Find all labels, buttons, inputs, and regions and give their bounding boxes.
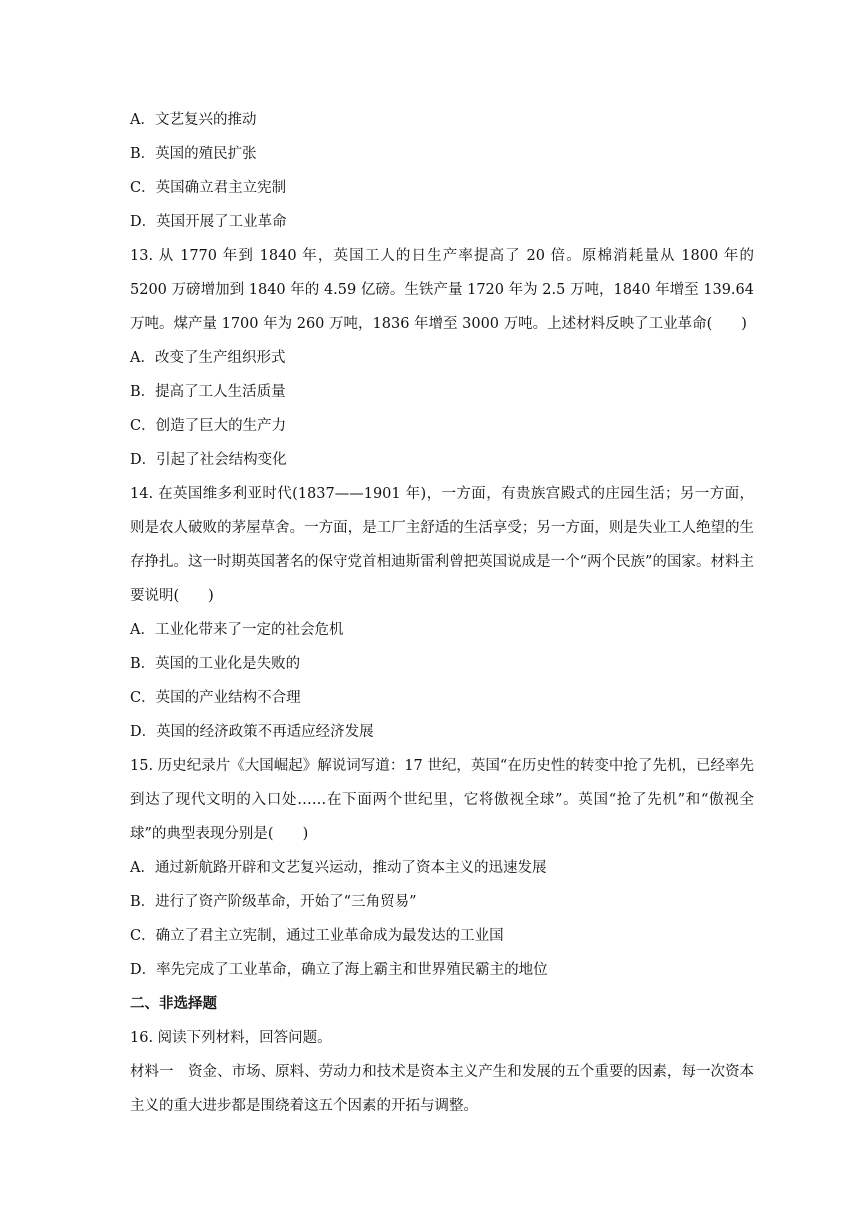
option-a: A．通过新航路开辟和文艺复兴运动，推动了资本主义的迅速发展 (130, 860, 547, 876)
question-16 (130, 1021, 754, 1123)
question-14 (130, 477, 754, 749)
option-b: B．英国的殖民扩张 (130, 146, 257, 162)
option-b: B．提高了工人生活质量 (130, 384, 286, 400)
option-d: D．英国开展了工业革命 (130, 214, 287, 230)
option-c: C．创造了巨大的生产力 (130, 418, 287, 434)
option-d: D．英国的经济政策不再适应经济发展 (130, 724, 374, 740)
option-a: A．工业化带来了一定的社会危机 (130, 622, 344, 638)
question-14-stem: 14. 在英国维多利亚时代(1837——1901 年)，一方面，有贵族宫殿式的庄园生活；另一方面，则是农人破败的茅屋草舍。一方面，是工厂主舒适的生活享受；另一方面，则是失业工人绝望的生存挣扎。这一时期英国著名的保守党首相迪斯雷利曾把英国说成是一个“两个民族”的国家。材料主要说明( ) (130, 486, 754, 604)
option-b: B．进行了资产阶级革命，开始了“三角贸易” (130, 894, 417, 910)
option-a: A．改变了生产组织形式 (130, 350, 286, 366)
question-15-stem: 15. 历史纪录片《大国崛起》解说词写道：17 世纪，英国“在历史性的转变中抢了先机，已经率先到达了现代文明的入口处……在下面两个世纪里，它将傲视全球”。英国“抢了先机”和“傲视全球”的典型表现分别是( ) (130, 758, 754, 842)
option-c: C．确立了君主立宪制，通过工业革命成为最发达的工业国 (130, 928, 504, 944)
question-15 (130, 749, 754, 987)
question-12-options (130, 103, 754, 239)
question-13 (130, 239, 754, 477)
option-c: C．英国的产业结构不合理 (130, 690, 301, 706)
option-d: D．引起了社会结构变化 (130, 452, 287, 468)
option-c: C．英国确立君主立宪制 (130, 180, 287, 196)
option-a: A．文艺复兴的推动 (130, 112, 257, 128)
option-d: D．率先完成了工业革命，确立了海上霸主和世界殖民霸主的地位 (130, 962, 548, 978)
option-b: B．英国的工业化是失败的 (130, 656, 301, 672)
material-1: 材料一 资金、市场、原料、劳动力和技术是资本主义产生和发展的五个重要的因素，每一次资本主义的重大进步都是围绕着这五个因素的开拓与调整。 (130, 1064, 754, 1114)
question-16-stem: 16. 阅读下列材料，回答问题。 (130, 1030, 332, 1046)
section-heading: 二、非选择题 (130, 996, 217, 1012)
question-13-stem: 13. 从 1770 年到 1840 年，英国工人的日生产率提高了 20 倍。原棉消耗量从 1800 年的 5200 万磅增加到 1840 年的 4.59 亿磅。生铁产量 1720 年为 2.5 万吨，1840 年增至 139.64 万吨。煤产量 1700 年为 260 万吨，1836 年增至 3000 万吨。上述材料反映了工业革命( ) (130, 248, 754, 332)
